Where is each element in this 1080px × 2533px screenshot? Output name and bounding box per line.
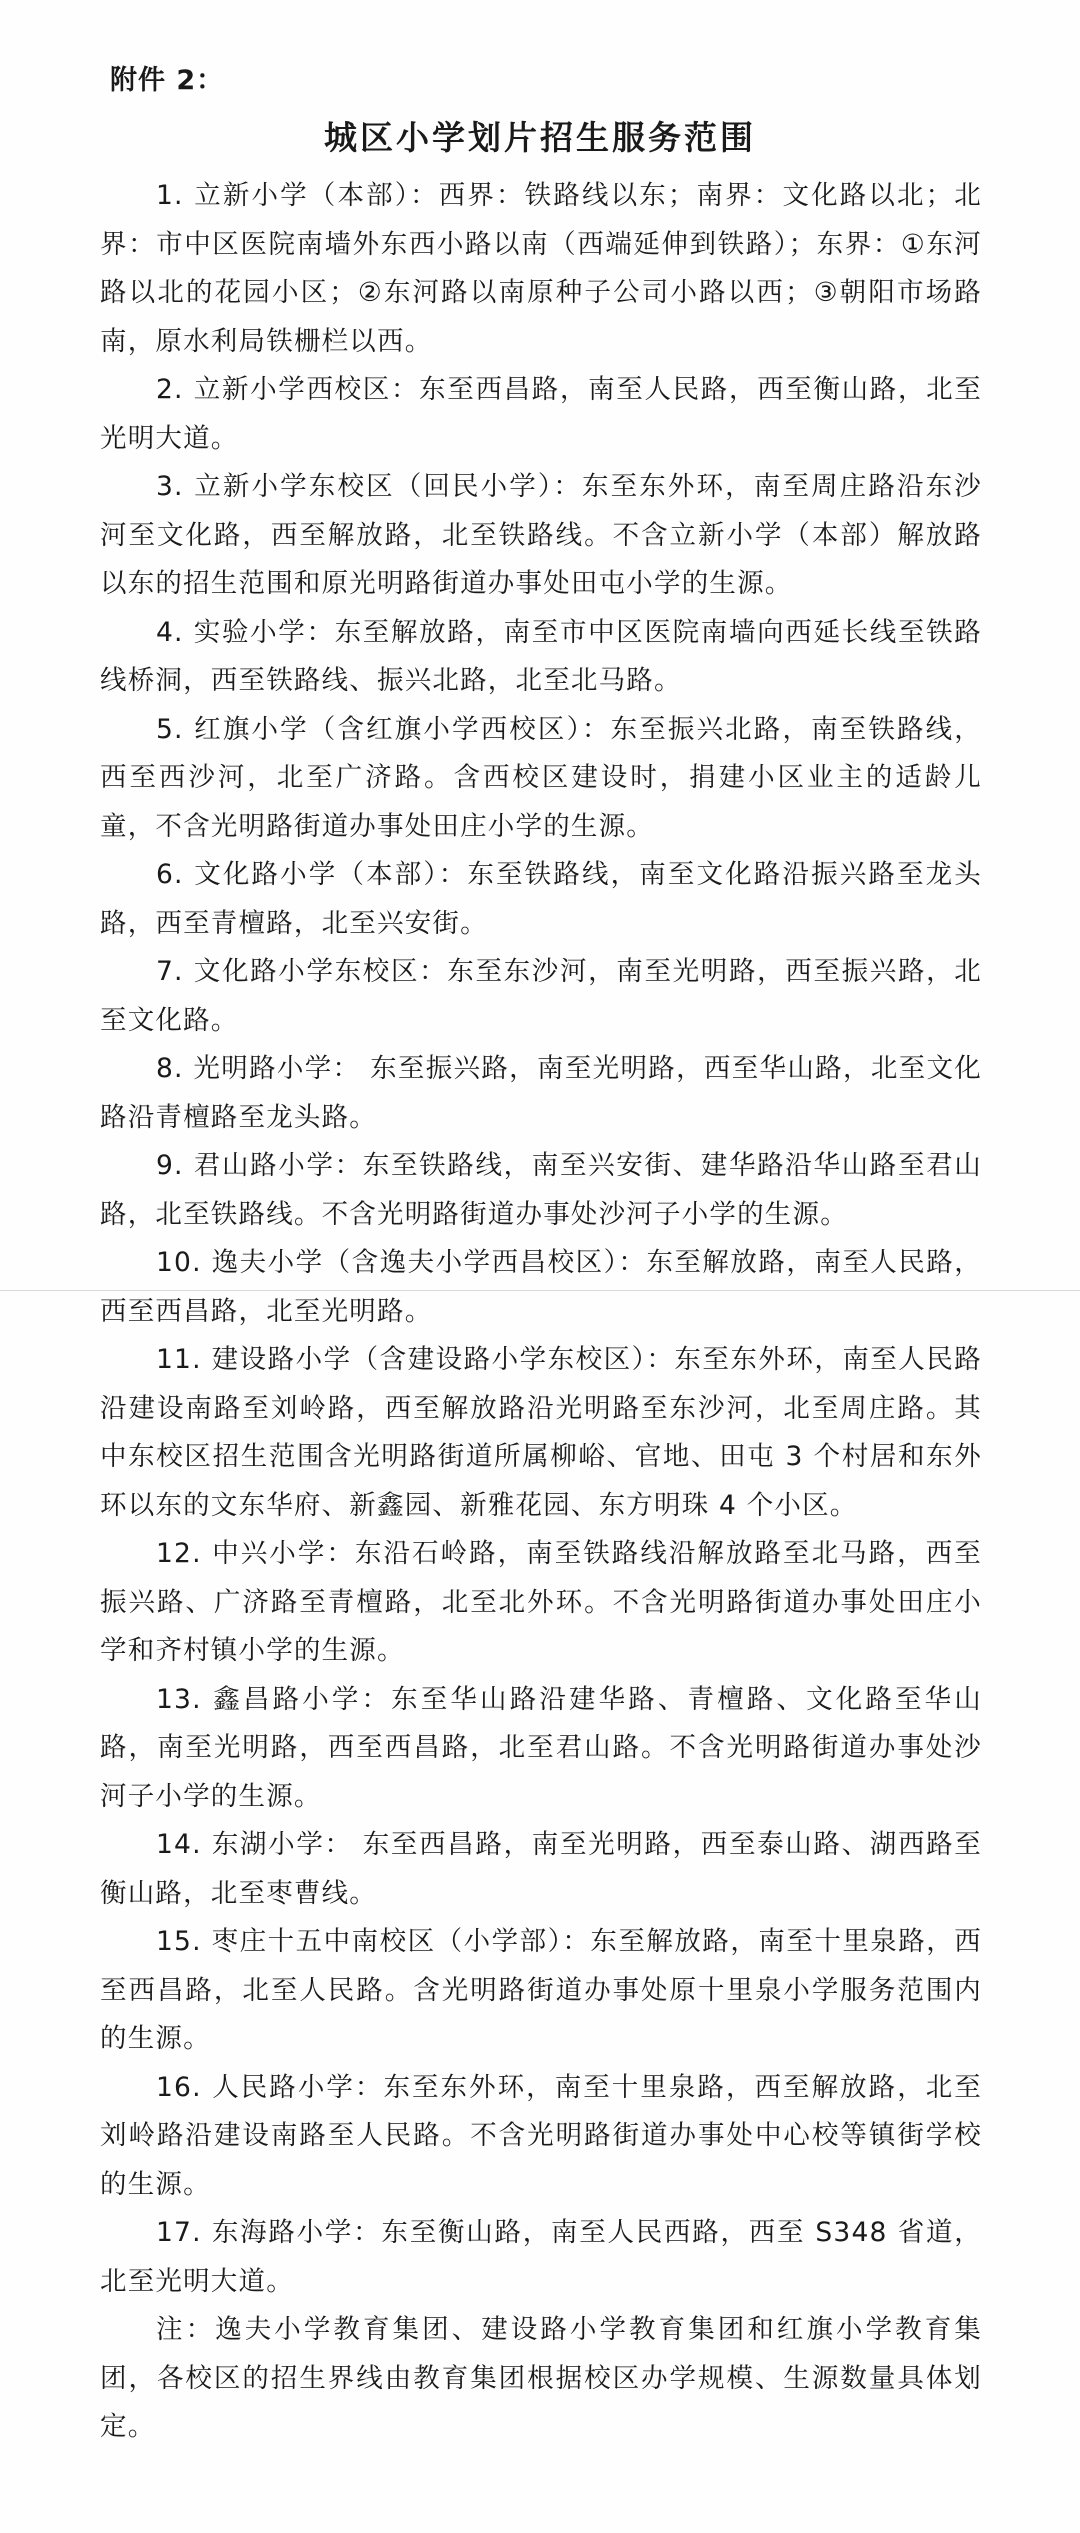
paragraph-school-11: 11. 建设路小学（含建设路小学东校区）：东至东外环，南至人民路沿建设南路至刘岭路，西至解放路沿光明路至东沙河，北至周庄路。其中东校区招生范围含光明路街道所属柳峪、官地、田屯 3 个村居和东外环以东的文东华府、新鑫园、新雅花园、东方明珠 4 个小区。 [100,1344,982,1521]
paragraph-school-7: 7. 文化路小学东校区：东至东沙河，南至光明路，西至振兴路，北至文化路。 [100,956,982,1036]
paragraph-note: 注：逸夫小学教育集团、建设路小学教育集团和红旗小学教育集团，各校区的招生界线由教育集团根据校区办学规模、生源数量具体划定。 [100,2314,982,2442]
paragraph-school-6: 6. 文化路小学（本部）：东至铁路线，南至文化路沿振兴路至龙头路，西至青檀路，北至兴安街。 [100,859,982,939]
paragraph-school-4: 4. 实验小学：东至解放路，南至市中区医院南墙向西延长线至铁路线桥洞，西至铁路线、振兴北路，北至北马路。 [100,616,982,696]
paragraph-school-15: 15. 枣庄十五中南校区（小学部）：东至解放路，南至十里泉路，西至西昌路，北至人民路。含光明路街道办事处原十里泉小学服务范围内的生源。 [100,1926,982,2054]
paragraph-school-8: 8. 光明路小学： 东至振兴路，南至光明路，西至华山路，北至文化路沿青檀路至龙头路。 [100,1053,982,1133]
paragraph-school-16: 16. 人民路小学：东至东外环，南至十里泉路，西至解放路，北至刘岭路沿建设南路至人民路。不含光明路街道办事处中心校等镇街学校的生源。 [100,2071,982,2200]
paragraph-school-2: 2. 立新小学西校区：东至西昌路，南至人民路，西至衡山路，北至光明大道。 [100,374,982,454]
paragraph-school-10: 10. 逸夫小学（含逸夫小学西昌校区）：东至解放路，南至人民路，西至西昌路，北至光明路。 [100,1247,982,1327]
paragraph-school-17: 17. 东海路小学：东至衡山路，南至人民西路，西至 S348 省道，北至光明大道。 [100,2217,982,2297]
paragraph-school-1: 1. 立新小学（本部）：西界：铁路线以东；南界：文化路以北；北界：市中区医院南墙外东西小路以南（西端延伸到铁路）；东界：①东河路以北的花园小区；②东河路以南原种子公司小路以西；③朝阳市场路南，原水利局铁栅栏以西。 [100,180,982,357]
document-body [100,172,982,2452]
paragraph-school-14: 14. 东湖小学： 东至西昌路，南至光明路，西至泰山路、湖西路至衡山路，北至枣曹线。 [100,1829,982,1909]
paragraph-school-5: 5. 红旗小学（含红旗小学西校区）：东至振兴北路，南至铁路线，西至西沙河，北至广济路。含西校区建设时，捐建小区业主的适龄儿童，不含光明路街道办事处田庄小学的生源。 [100,713,982,842]
paragraph-school-9: 9. 君山路小学：东至铁路线，南至兴安街、建华路沿华山路至君山路，北至铁路线。不含光明路街道办事处沙河子小学的生源。 [100,1150,982,1230]
paragraph-school-12: 12. 中兴小学：东沿石岭路，南至铁路线沿解放路至北马路，西至振兴路、广济路至青檀路，北至北外环。不含光明路街道办事处田庄小学和齐村镇小学的生源。 [100,1538,982,1666]
paragraph-school-13: 13. 鑫昌路小学：东至华山路沿建华路、青檀路、文化路至华山路，南至光明路，西至西昌路，北至君山路。不含光明路街道办事处沙河子小学的生源。 [100,1683,982,1812]
attachment-label: 附件 2： [110,65,225,96]
document-title: 城区小学划片招生服务范围 [324,118,756,157]
paragraph-school-3: 3. 立新小学东校区（回民小学）：东至东外环，南至周庄路沿东沙河至文化路，西至解放路，北至铁路线。不含立新小学（本部）解放路以东的招生范围和原光明路街道办事处田屯小学的生源。 [100,471,982,599]
